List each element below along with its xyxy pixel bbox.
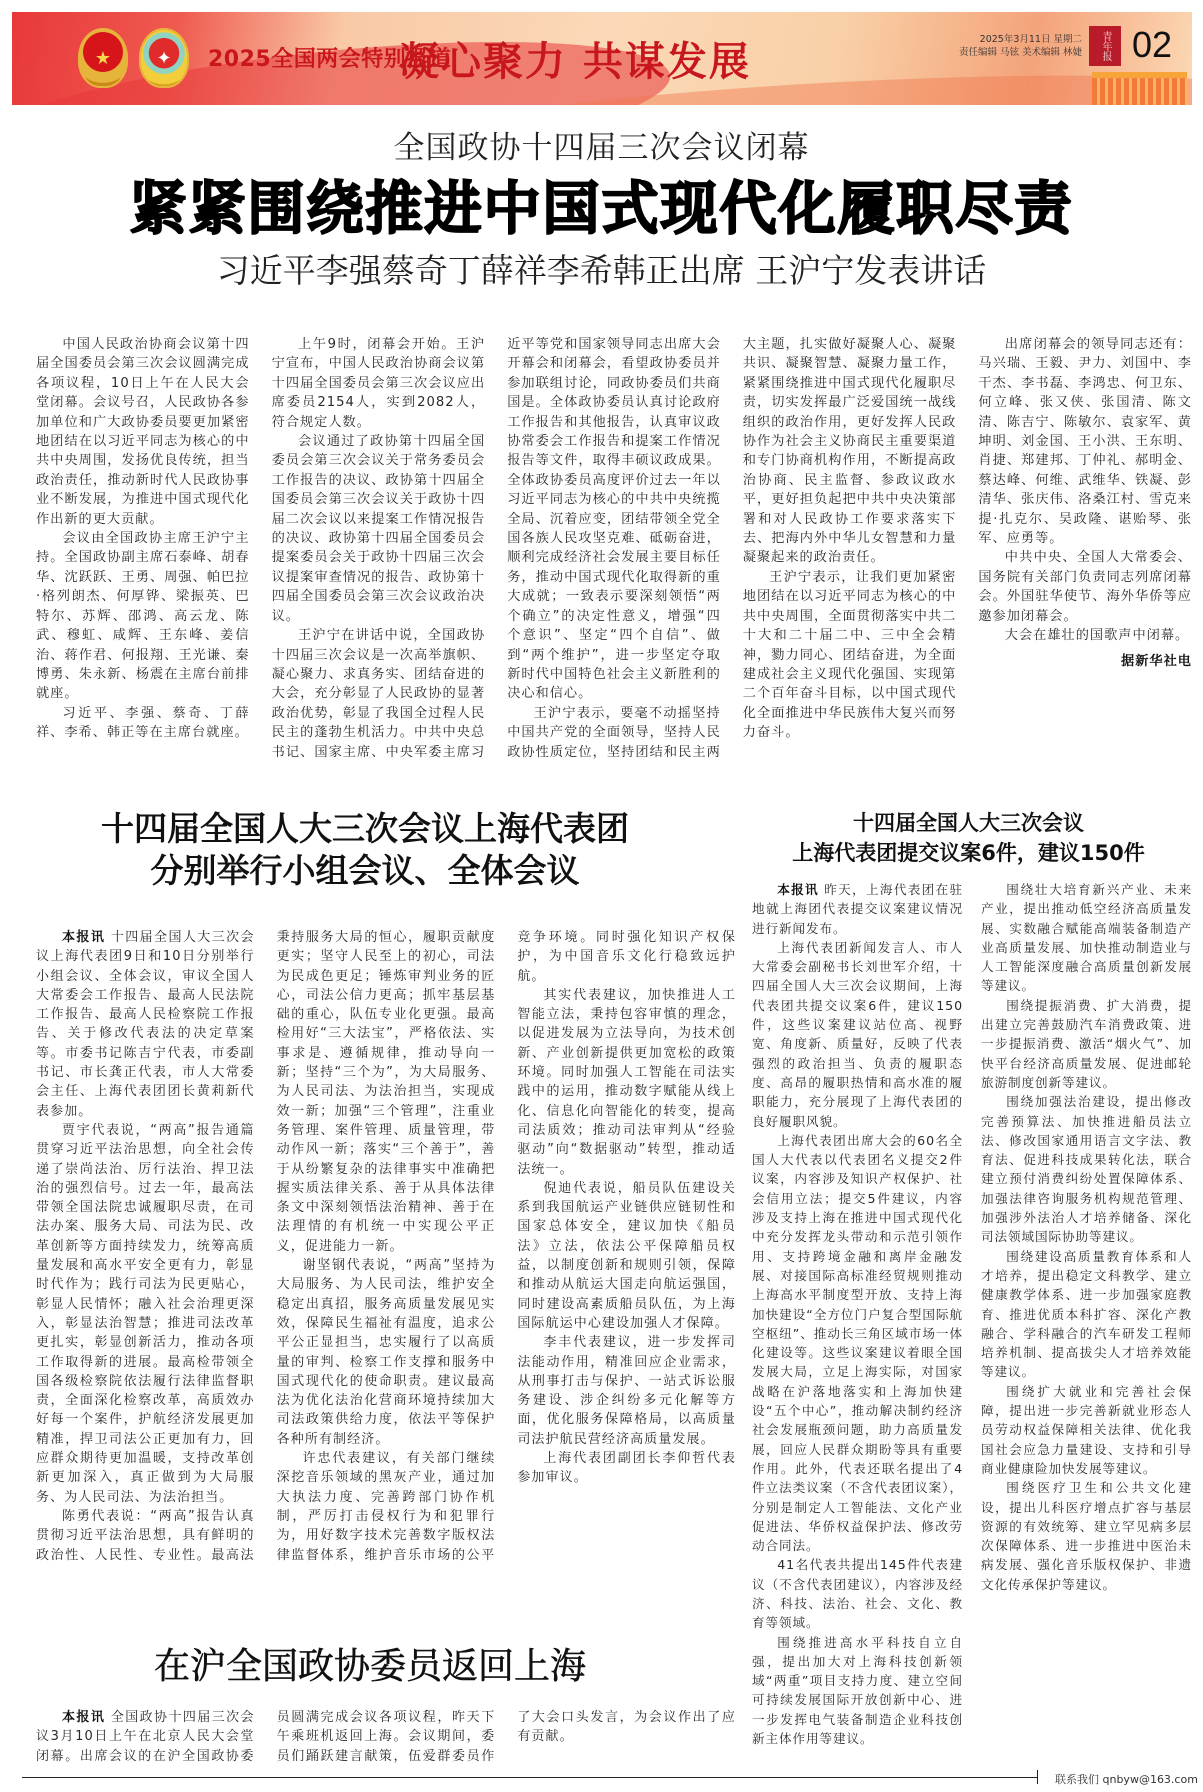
paragraph: 王沪宁表示，让我们更加紧密地团结在以习近平同志为核心的中共中央周围，全面贯彻落实中共二十大和二十届二中、三中全会精神，勠力同心、团结奋进，为全面建成社会主义现代化强国、实现第二个百年奋斗目标，以中国式现代化全面推进中华民族伟大复兴而努力奋斗。 <box>742 569 957 741</box>
lead-headline: 紧紧围绕推进中国式现代化履职尽责 <box>129 176 1074 242</box>
dateline-lead: 本报讯 <box>62 930 106 945</box>
paragraph: 李丰代表建议，进一步发挥司法能动作用，精准回应企业需求，从刑事打击与保护、一站式诉讼服务建设、涉企纠纷多元化解等方面，优化服务保障格局，以高质量司法护航民营经济高质量发展。 <box>517 1335 736 1447</box>
paragraph: 大会在雄壮的国歌声中闭幕。 <box>1004 628 1190 644</box>
paragraph: 上海代表团新闻发言人、市人大常委会副秘书长刘世军介绍，十四届全国人大三次会议期间，上海代表团共提交议案6件，建议150件，这些议案建议站位高、视野宽、角度新、质量好，反映了代表强烈的政治担当、负责的履职态度、高昂的履职热情和高水准的履职能力，充分展现了上海代表团的良好履职风貌。 <box>752 939 963 1129</box>
cppcc-return-headline: 在沪全国政协委员返回上海 <box>153 1646 586 1687</box>
paragraph: 中国人民政治协商会议第十四届全国委员会第三次会议圆满完成各项议程，10日上午在人民大会堂闭幕。会议号召，人民政协各参加单位和广大政协委员要更加紧密地团结在以习近平同志为核心的中共中央周围，发扬优良传统，担当政治责任，推动新时代人民政协事业不断发展，为推进中国式现代化作出新的更大贡献。 <box>36 337 250 527</box>
source-byline: 据新华社电 <box>1121 653 1192 669</box>
headline-line: 十四届全国人大三次会议上海代表团 <box>101 809 629 848</box>
paragraph: 许忠代表建议，有关部门继续深挖音乐领域的黑灰产业，通过加大执法力度、完善跨部门协作机制，严厉打击侵权行为和犯罪行为，用好数字技术完善数字版权法律监督体系，维护音乐市场的公平竞争环境。同时强化知识产权保护，为中国音乐文化行稳致远护航。 <box>276 930 736 1563</box>
paragraph: 会议通过了政协第十四届全国委员会第三次会议关于常务委员会工作报告的决议、政协第十四届全国委员会第三次会议关于政协十四届二次会议以来提案工作情况报告的决议、政协第十四届全国委员会提案委员会关于政协十四届三次会议提案审查情况的报告、政协第十四届全国委员会第三次会议政治决议。 <box>271 434 486 624</box>
paragraph: 中共中央、全国人大常委会、国务院有关部门负责同志列席闭幕会。外国驻华使节、海外华侨等应邀参加闭幕会。 <box>978 550 1192 624</box>
cppcc-return-body <box>36 1708 736 1768</box>
paragraph: 上海代表团出席大会的60名全国人大代表以代表团名义提交2件议案，内容涉及知识产权保护、社会信用立法；提交5件建议，内容涉及支持上海在推进中国式现代化中充分发挥龙头带动和示范引领作用、支持跨境金融和离岸金融发展、对接国际高标准经贸规则推动上海高水平制度型开放、支持上海加快建设“全方位门户复合型国际航空枢纽”、推动长三角区域市场一体化建设等。这些议案建议着眼全国发展大局，立足上海实际，对国家战略在沪落地落实和上海加快建设“五个中心”，推动解决制约经济社会发展瓶颈问题，助力高质量发展，回应人民群众期盼等具有重要作用。此外，代表还联名提出了4件立法类议案（不含代表团议案），分别是制定人工智能法、文化产业促进法、华侨权益保护法、修改劳动合同法。 <box>752 1132 963 1554</box>
footer-rule-tick <box>1037 1770 1038 1784</box>
paragraph-text: 全国政协十四届三次会议3月10日上午在北京人民大会堂闭幕。出席会议的在沪全国政协委员圆满完成会议各项议程，昨天下午乘班机返回上海。会议期间，委员们踊跃建言献策，伍爱群委员作了大会口头发言，为会议作出了应有贡献。 <box>36 1710 736 1764</box>
paragraph: 谢坚钢代表说，“两高”坚持为大局服务、为人民司法，维护安全稳定出真招，服务高质量发展见实效，保障民生福祉有温度，追求公平公正显担当，忠实履行了以高质量的审判、检察工作支撑和服务中国式现代化的使命职责。建议最高法为优化法治化营商环境持续加大司法政策供给力度，依法平等保护各种所有制经济。 <box>276 1258 496 1447</box>
paragraph <box>36 928 255 1121</box>
lead-kicker: 全国政协十四届三次会议闭幕 <box>393 130 810 166</box>
paragraph: 围绕加强法治建设，提出修改完善预算法、加快推进船员法立法、修改国家通用语言文字法、教育法、促进科技成果转化法，联合建立预付消费纠纷处置保障体系、加强法律咨询服务机构规范管理、加强涉外法治人才培养储备、深化司法领域国际协助等建议。 <box>981 1094 1192 1245</box>
npc-story-headline <box>20 808 710 892</box>
dateline-lead: 本报讯 <box>62 1710 106 1725</box>
paragraph <box>752 880 963 938</box>
banner-slogan: 凝心聚力 共谋发展 <box>399 38 751 85</box>
dateline-lead: 本报讯 <box>777 882 819 897</box>
section-banner <box>12 12 1192 105</box>
paragraph: 王沪宁在讲话中说，全国政协十四届三次会议是一次高举旗帜、凝心聚力、求真务实、团结奋进的大会，充分彰显了人民政协的显著政治优势，彰显了我国全过程人民民主的蓬勃生机活力。中共中央总书记、国家主席、中央军委主席习近平等党和国家领导同志出席大会开幕会和闭幕会，看望政协委员并参加联组讨论，同政协委员们共商国是。全体政协委员认真讨论政府工作报告和其他报告，认真审议政协常委会工作报告和提案工作情况报告等文件，取得丰硕议政成果。全体政协委员高度评价过去一年以习近平同志为核心的中共中央统揽全局、沉着应变，团结带领全党全国各族人民攻坚克难、砥砺奋进，顺利完成经济社会发展主要目标任务，推动中国式现代化取得新的重大成就；一致表示要深刻领悟“两个确立”的决定性意义，增强“四个意识”、坚定“四个自信”、做到“两个维护”，进一步坚定夺取新时代中国特色社会主义新胜利的决心和信心。 <box>271 337 721 760</box>
banner-issue-info <box>932 33 1082 59</box>
footer-contact-email[interactable]: 联系我们 qnbyw@163.com <box>1055 1773 1198 1786</box>
paragraph: 王沪宁表示，要毫不动摇坚持中国共产党的全面领导，坚持人民政协性质定位，坚持团结和民主两大主题，扎实做好凝聚人心、凝聚共识、凝聚智慧、凝聚力量工作，紧紧围绕推进中国式现代化履职尽责，切实发挥最广泛爱国统一战线组织的政治作用，更好发挥人民政协作为社会主义协商民主重要渠道和专门协商机构作用，不断提高政治协商、民主监督、参政议政水平，更好担负起把中共中央决策部署和对人民政协工作要求落实下去、把海内外中华儿女智慧和力量凝聚起来的政治责任。 <box>507 337 957 760</box>
paragraph: 倪迪代表说，船员队伍建设关系到我国航运产业链供应链韧性和国家总体安全，建议加快《船员法》立法，依法公平保障船员权益，以制度创新和规则引领，保障和推动从航运大国走向航运强国，同时建设高素质船员队伍，为上海国际航运中心建设加强人才保障。 <box>517 1180 736 1331</box>
paragraph-text: 十四届全国人大三次会议上海代表团9日和10日分别举行小组会议、全体会议，审议全国人大常委会工作报告、最高人民法院工作报告、最高人民检察院工作报告、关于修改代表法的决定草案等。市委书记陈吉宁代表，市委副书记、市长龚正代表，市人大常委会主任、上海代表团团长黄莉新代表参加。 <box>36 930 255 1119</box>
lead-story-body <box>36 335 1192 775</box>
lead-subhead: 习近平李强蔡奇丁薛祥李希韩正出席 王沪宁发表讲话 <box>216 251 987 290</box>
paragraph: 其实代表建议，加快推进人工智能立法，秉持包容审慎的理念，以促进发展为立法导向，为技术创新、产业创新提供更加宽松的政策环境。同时加强人工智能在司法实践中的运用，推动数字赋能从线上化、信息化向智能化的转变，提高司法质效；推动司法审判从“经验驱动”向“数据驱动”转型，推动适法统一。 <box>517 987 736 1177</box>
paragraph: 围绕建设高质量教育体系和人才培养，提出稳定文科教学、建立健康教学体系、进一步加强家庭教育、推进优质本科扩容、深化产教融合、学科融合的汽车研发工程师培养机制、提高拔尖人才培养效能等建议。 <box>981 1248 1192 1380</box>
cppcc-emblem-icon: ✦ <box>139 28 189 88</box>
paragraph: 习近平、李强、蔡奇、丁薛祥、李希、韩正等在主席台就座。 <box>36 705 250 741</box>
paragraph: 上海代表团副团长李仰哲代表参加审议。 <box>517 1451 736 1486</box>
paragraph: 围绕壮大培育新兴产业、未来产业，提出推动低空经济高质量发展、实数融合赋能高端装备制造产业高质量发展、加快推动制造业与人工智能深度融合高质量创新发展等建议。 <box>981 882 1192 994</box>
proposals-story-headline <box>745 808 1192 868</box>
paragraph: 41名代表共提出145件代表建议（不含代表团建议），内容涉及经济、科技、法治、社会、文化、教育等领域。 <box>752 1557 963 1631</box>
npc-story-body <box>36 928 736 1578</box>
paragraph: 围绕推进高水平科技自立自强，提出加大对上海科技创新领域“两重”项目支持力度、建立空间可持续发展国际开放创新中心、进一步发挥电气装备制造企业科技创新主体作用等建议。 <box>752 1634 963 1747</box>
page-number: 02 <box>1132 24 1173 65</box>
headline-line: 十四届全国人大三次会议 <box>853 811 1084 835</box>
paragraph: 围绕扩大就业和完善社会保障，提出进一步完善新就业形态人员劳动权益保障相关法律、优化我国社会应急力量建设、支持和引导商业健康险加快发展等建议。 <box>981 1383 1192 1476</box>
great-hall-illustration <box>1092 72 1187 105</box>
paragraph: 贾宇代表说，“两高”报告通篇贯穿习近平法治思想，向全社会传递了崇尚法治、厉行法治、捍卫法治的强烈信号。过去一年，最高法带领全国法院忠诚履职尽责，在司法办案、服务大局、司法为民、改革创新等方面持续发力，统筹高质量发展和高水平安全更有力，彰显时代作为；践行司法为民更贴心，彰显人民情怀；融入社会治理更深入，彰显法治智慧；推进司法改革更扎实，彰显创新活力，推动各项工作取得新的进展。最高检带领全国各级检察院依法履行法律监督职责，全面深化检察改革，高质效办好每一个案件，护航经济发展更加精准，捍卫司法公正更加有力，回应群众期待更加温暖，支持改革创新更加深入，真正做到为大局服务、为人民司法、为法治担当。 <box>36 1122 255 1505</box>
newspaper-logo: 青年报 <box>1089 26 1121 66</box>
editors-credit: 责任编辑 马铉 美术编辑 林婕 <box>958 47 1082 58</box>
paragraph: 会议由全国政协主席王沪宁主持。全国政协副主席石泰峰、胡春华、沈跃跃、王勇、周强、帕巴拉·格列朗杰、何厚铧、梁振英、巴特尔、苏辉、邵鸿、高云龙、陈武、穆虹、咸辉、王东峰、姜信治、蒋作君、何报翔、王光谦、秦博勇、朱永新、杨震在主席台前排就座。 <box>36 531 250 702</box>
proposals-story-body <box>752 880 1192 1758</box>
footer-rule <box>22 1777 1037 1778</box>
issue-date: 2025年3月11日 星期二 <box>979 34 1082 45</box>
paragraph-text: 昨天，上海代表团在驻地就上海团代表提交议案建议情况进行新闻发布。 <box>752 882 963 936</box>
paragraph: 上午9时，闭幕会开始。王沪宁宣布，中国人民政治协商会议第十四届全国委员会第三次会议应出席委员2154人，实到2082人，符合规定人数。 <box>271 337 486 430</box>
national-emblem-icon: ★ <box>78 28 128 88</box>
paragraph: 陈勇代表说：“两高”报告认真贯彻习近平法治思想，具有鲜明的政治性、人民性、专业性。最高法秉持服务大局的恒心，履职贡献度更实；坚守人民至上的初心，司法为民成色更足；锤炼审判业务的匠心，司法公信力更高；抓牢基层基础的重心，队伍专业化更强。最高检用好“三大法宝”，严格依法、实事求是、遵循规律，推动导向一新；坚持“三个为”，为大局服务、为人民司法、为法治担当，实现成效一新；加强“三个管理”，注重业务管理、案件管理、质量管理，带动作风一新；落实“三个善于”，善于从纷繁复杂的法律事实中准确把握实质法律关系、善于从具体法律条文中深刻领悟法治精神、善于在法理情的有机统一中实现公平正义，促进能力一新。 <box>36 930 496 1563</box>
banner-special-report-tag: 2025全国两会特别报道 <box>208 47 452 72</box>
paragraph: 围绕提振消费、扩大消费，提出建立完善鼓励汽车消费政策、进一步提振消费、激活“烟火气”、加快平台经济高质量发展、促进邮轮旅游制度创新等建议。 <box>981 997 1192 1090</box>
headline-line: 上海代表团提交议案6件，建议150件 <box>792 841 1145 865</box>
paragraph: 围绕医疗卫生和公共文化建设，提出儿科医疗增点扩容与基层资源的有效统筹、建立罕见病多层次保障体系、进一步推进中医治未病发展、强化音乐版权保护、非遗文化传承保护等建议。 <box>981 1480 1192 1592</box>
headline-line: 分别举行小组会议、全体会议 <box>150 851 580 890</box>
paragraph <box>36 1708 736 1768</box>
paragraph: 出席闭幕会的领导同志还有：马兴瑞、王毅、尹力、刘国中、李干杰、李书磊、李鸿忠、何卫东、何立峰、张又侠、张国清、陈文清、陈吉宁、陈敏尔、袁家军、黄坤明、刘金国、王小洪、王东明、肖捷、郑建邦、丁仲礼、郝明金、蔡达峰、何维、武维华、铁凝、彭清华、张庆伟、洛桑江村、雪克来提·扎克尔、吴政隆、谌贻琴、张军、应勇等。 <box>978 337 1192 547</box>
